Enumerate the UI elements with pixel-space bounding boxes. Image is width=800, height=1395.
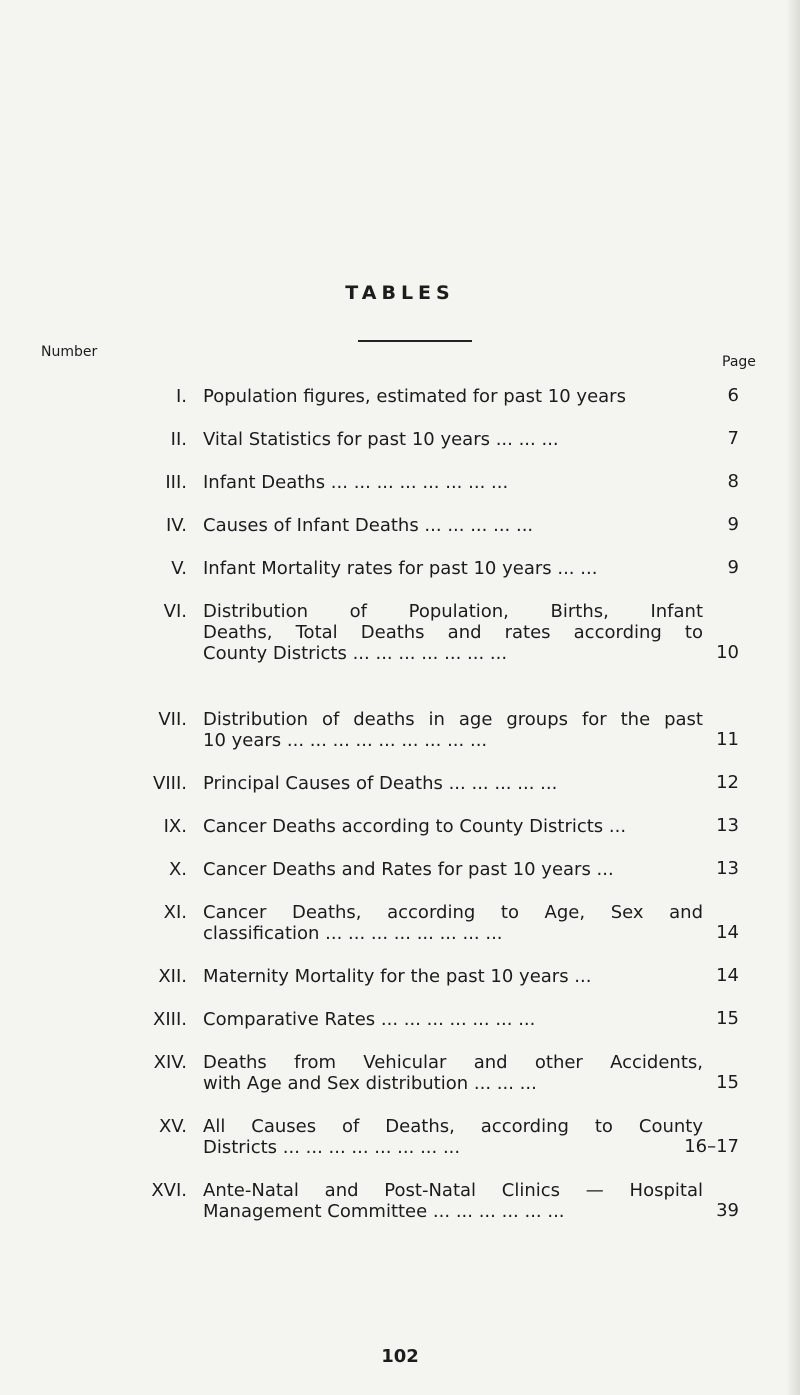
table-title (203, 386, 703, 407)
table-title-line: with Age and Sex distribution ... ... ... (203, 1073, 537, 1094)
table-title-line: Infant Mortality rates for past 10 years ... ... (203, 558, 598, 579)
table-title-line: Distribution of Population, Births, Infant (203, 601, 703, 622)
table-number: XIII. (153, 1009, 187, 1030)
table-row (0, 472, 800, 493)
table-row (0, 1052, 800, 1094)
table-row (0, 966, 800, 987)
page-reference: 39 (716, 1200, 739, 1221)
table-number: XVI. (151, 1180, 187, 1201)
table-title-line: Cancer Deaths and Rates for past 10 years ... (203, 859, 614, 880)
page-title: TABLES (345, 282, 455, 304)
table-title (203, 1180, 703, 1222)
page-reference: 12 (716, 772, 739, 793)
table-row (0, 1180, 800, 1222)
page-reference: 13 (716, 858, 739, 879)
table-number: XII. (158, 966, 187, 987)
table-number: XI. (163, 902, 187, 923)
title-rule (358, 340, 472, 342)
table-title (203, 472, 703, 493)
table-number: X. (168, 859, 187, 880)
table-title-line: Population figures, estimated for past 10 years (203, 386, 626, 407)
table-title (203, 1052, 703, 1094)
table-row (0, 429, 800, 450)
table-title-line: Management Committee ... ... ... ... ... ... (203, 1201, 565, 1222)
table-title-line: Cancer Deaths, according to Age, Sex and (203, 902, 703, 923)
table-title (203, 558, 703, 579)
table-title-line: Causes of Infant Deaths ... ... ... ... ... (203, 515, 534, 536)
page-reference: 10 (716, 642, 739, 663)
table-title (203, 1009, 703, 1030)
page-reference: 14 (716, 965, 739, 986)
table-title-line: 10 years ... ... ... ... ... ... ... ... ... (203, 730, 488, 751)
page-reference: 6 (727, 385, 739, 406)
page-reference: 9 (727, 514, 739, 535)
page-reference: 8 (727, 471, 739, 492)
table-row (0, 773, 800, 794)
page-reference: 9 (727, 557, 739, 578)
page-reference: 13 (716, 815, 739, 836)
table-number: IV. (165, 515, 187, 536)
table-row (0, 709, 800, 751)
table-title-line: Deaths from Vehicular and other Accidents, (203, 1052, 703, 1073)
table-title-line: Cancer Deaths according to County Districts ... (203, 816, 627, 837)
table-row (0, 859, 800, 880)
table-title-line: Vital Statistics for past 10 years ... ... ... (203, 429, 559, 450)
page-reference: 14 (716, 922, 739, 943)
table-title-line: Districts ... ... ... ... ... ... ... ... (203, 1137, 461, 1158)
table-title-line: All Causes of Deaths, according to County (203, 1116, 703, 1137)
table-number: VII. (158, 709, 187, 730)
table-title-line: Deaths, Total Deaths and rates according to (203, 622, 703, 643)
table-title-line: Principal Causes of Deaths ... ... ... ... ... (203, 773, 558, 794)
table-row (0, 601, 800, 664)
table-title (203, 902, 703, 944)
page-reference: 11 (716, 729, 739, 750)
table-number: IX. (163, 816, 187, 837)
table-title (203, 709, 703, 751)
table-row (0, 816, 800, 837)
table-title (203, 1116, 703, 1158)
table-title (203, 859, 703, 880)
table-title (203, 601, 703, 664)
page-reference: 16–17 (684, 1136, 739, 1157)
page-reference: 15 (716, 1008, 739, 1029)
table-title (203, 515, 703, 536)
table-row (0, 902, 800, 944)
table-row (0, 558, 800, 579)
table-row (0, 515, 800, 536)
table-title (203, 429, 703, 450)
table-title-line: Comparative Rates ... ... ... ... ... ... ... (203, 1009, 536, 1030)
table-number: I. (175, 386, 187, 407)
table-title-line: classification ... ... ... ... ... ... ... ... (203, 923, 503, 944)
table-row (0, 1116, 800, 1158)
table-number: XV. (158, 1116, 187, 1137)
table-title (203, 966, 703, 987)
column-header-page: Page (722, 354, 756, 370)
table-title-line: Infant Deaths ... ... ... ... ... ... ... ... (203, 472, 509, 493)
table-title-line: Distribution of deaths in age groups for the past (203, 709, 703, 730)
page-number: 102 (381, 1346, 419, 1367)
table-title-line: Maternity Mortality for the past 10 years ... (203, 966, 592, 987)
table-number: VI. (163, 601, 187, 622)
page-reference: 7 (727, 428, 739, 449)
table-title-line: Ante-Natal and Post-Natal Clinics — Hospital (203, 1180, 703, 1201)
table-number: V. (171, 558, 187, 579)
table-number: XIV. (153, 1052, 187, 1073)
table-row (0, 386, 800, 407)
column-header-number: Number (41, 344, 98, 360)
page-reference: 15 (716, 1072, 739, 1093)
table-number: VIII. (153, 773, 187, 794)
table-title (203, 816, 703, 837)
table-number: III. (165, 472, 187, 493)
table-number: II. (170, 429, 187, 450)
table-row (0, 1009, 800, 1030)
table-title-line: County Districts ... ... ... ... ... ... ... (203, 643, 508, 664)
table-title (203, 773, 703, 794)
